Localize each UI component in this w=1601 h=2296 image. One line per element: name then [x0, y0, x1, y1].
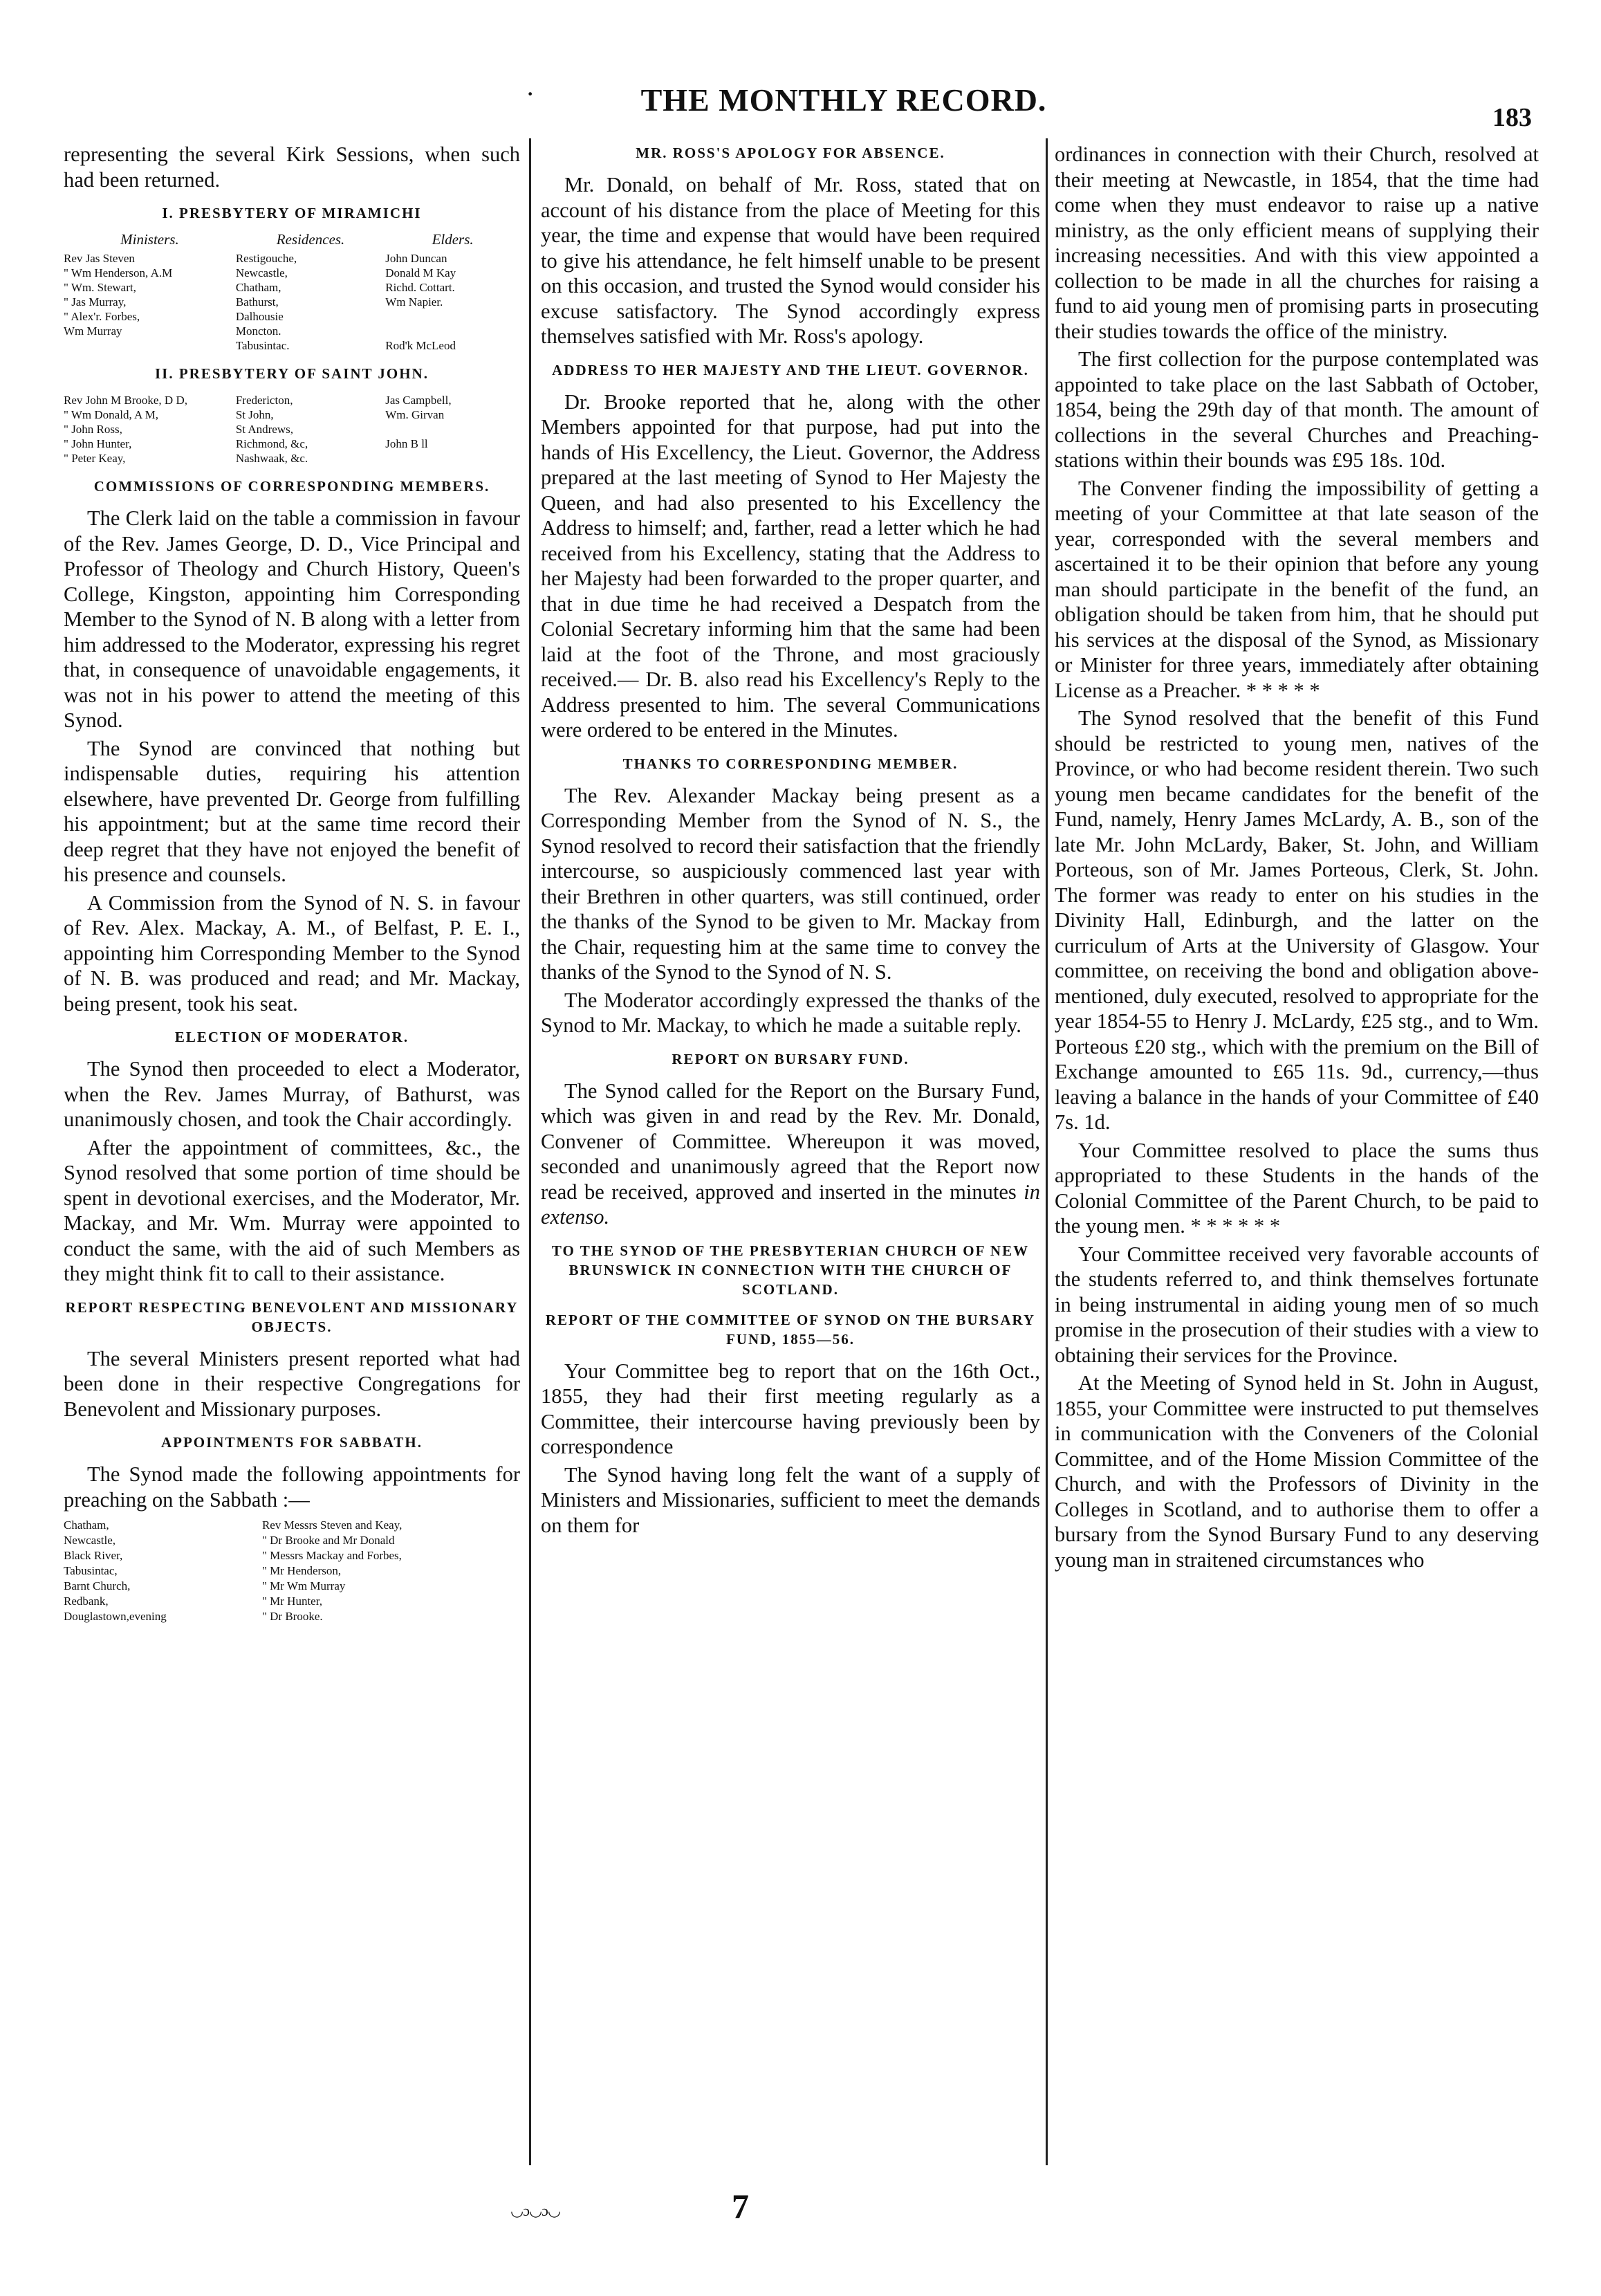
- elder: John Duncan: [385, 252, 447, 265]
- paragraph: The Synod made the following appointments for preaching on the Sabbath :—: [64, 1462, 520, 1512]
- paragraph: The Synod are convinced that nothing but indispensable duties, requiring his attention elsewhere, have prevented Dr. George from fulfilling his appointment; but at the same time record their deep regret that they have not enjoyed the benefit of his presence and counsels.: [64, 736, 520, 886]
- text: The Synod called for the Report on the Bursary Fund, which was given in and read by the Rev. Mr. Donald, Convener of Committee. Whereupon it was moved, seconded and unanimously agreed that the Report now read be received, approved and inserted in the minutes: [541, 1078, 1040, 1204]
- paragraph: The Rev. Alexander Mackay being present as a Corresponding Member from the Synod of N. S., the Synod resolved to record their satisfaction that the friendly intercourse, so auspiciously commenced last year with their Brethren in other quarters, was still continued, order the thanks of the Synod to be given to Mr. Mackay from the Chair, requesting him at the same time to convey the thanks of the Synod to the Synod of N. S.: [541, 783, 1040, 984]
- paragraph: The Synod resolved that the benefit of this Fund should be restricted to young men, natives of the Province, or who had become resident therein. Two such young men became candidates for the benefit of the Fund, namely, Henry James McLardy, A. B., son of the late Mr. John McLardy, Baker, St. John, and William Porteous, son of Mr. James Porteous, Clerk, St. John. The former was ready to enter on his studies in the Divinity Hall, Edinburgh, and the latter on the curriculum of Arts at the University of Glasgow. Your committee, on receiving the bond and obligation above-mentioned, duly executed, resolved to appropriate for the year 1854-55 to Henry J. McLardy, £25 stg., and to Wm. Porteous £20 stg., which with the premium on the Bill of Exchange amounted to £65 11s. 9d., currency,—thus leaving a balance in the hands of your Committee of £40 7s. 1d.: [1055, 706, 1539, 1134]
- residence: Moncton.: [235, 324, 281, 338]
- paragraph: At the Meeting of Synod held in St. John in August, 1855, your Committee were instructed to put themselves in communication with the Conveners of the Colonial Committee, and of the Home Mission Committee of the Church, and with the Professors of Divinity in the Colleges in Scotland, and to authorise them to offer a bursary from the Synod Bursary Fund to any deserving young man in straitened circumstances who: [1055, 1371, 1539, 1572]
- heading-bursary: REPORT ON BURSARY FUND.: [672, 1050, 909, 1067]
- minister: Rev Jas Steven: [64, 252, 135, 265]
- column-rule-left: [529, 138, 531, 2165]
- heading-ross-apology: MR. ROSS'S APOLOGY FOR ABSENCE.: [636, 145, 945, 161]
- signature-number: 7: [732, 2187, 749, 2225]
- heading-thanks: THANKS TO CORRESPONDING MEMBER.: [622, 755, 959, 772]
- preacher: " Mr Wm Murray: [261, 1579, 346, 1592]
- page-title: THE MONTHLY RECORD.: [640, 82, 1047, 118]
- elder: [385, 324, 520, 338]
- preacher: " Mr Hunter,: [261, 1595, 322, 1608]
- header-dot: ·: [526, 78, 535, 109]
- paragraph: The Synod having long felt the want of a supply of Ministers and Missionaries, sufficient to meet the demands on them for: [541, 1462, 1040, 1537]
- residence: St Andrews,: [235, 423, 293, 436]
- heading-to-synod: TO THE SYNOD OF THE PRESBYTERIAN CHURCH OF NEW BRUNSWICK IN CONNECTION WITH THE CHURCH OF SCOTLAND.: [551, 1242, 1030, 1298]
- heading-benevolent: REPORT RESPECTING BENEVOLENT AND MISSIONARY OBJECTS.: [65, 1298, 519, 1335]
- residence: Bathurst,: [235, 295, 279, 309]
- place: Tabusintac,: [64, 1564, 118, 1577]
- th-residences: Residences.: [276, 232, 345, 247]
- column-left: [64, 142, 520, 2172]
- heading-election: ELECTION OF MODERATOR.: [174, 1029, 409, 1045]
- preacher: " Dr Brooke.: [261, 1610, 323, 1623]
- preacher: " Messrs Mackay and Forbes,: [261, 1549, 402, 1562]
- paragraph: Your Committee beg to report that on the 16th Oct., 1855, they had their first meeting regularly as a Committee, their intercourse having previously been by correspondence: [541, 1359, 1040, 1458]
- residence: Fredericton,: [235, 394, 293, 407]
- elder: [385, 422, 520, 437]
- paragraph: The Moderator accordingly expressed the thanks of the Synod to Mr. Mackay, to which he made a suitable reply.: [541, 988, 1040, 1037]
- residence: Dalhousie: [235, 310, 284, 323]
- elder: Jas Campbell,: [385, 394, 452, 407]
- paragraph: ordinances in connection with their Church, resolved at their meeting at Newcastle, in 1854, that the time had come when they must endeavor to raise up a native ministry, as the only efficient means of supplying their increasing necessities. And with this view appointed a collection to be made in all the churches for raising a fund to aid young men of promising parts in prosecuting their studies towards the office of the ministry.: [1055, 143, 1539, 343]
- paragraph: The Clerk laid on the table a commission in favour of the Rev. James George, D. D., Vice Principal and Professor of Theology and Church History, Queen's College, Kingston, appointing him Corresponding Member to the Synod of N. B along with a letter from him addressed to the Moderator, expressing his regret that, in consequence of unavoidable engagements, it was not in his power to attend the meeting of this Synod.: [64, 506, 520, 732]
- column-middle: [541, 142, 1040, 2172]
- elder: John B ll: [385, 437, 428, 450]
- place: Redbank,: [64, 1595, 109, 1608]
- paragraph: The Convener finding the impossibility of getting a meeting of your Committee at that late season of the year, corresponded with the several members and ascertained it to be their opinion that before any young man should participate in the benefit of the fund, an obligation should be taken from him, that he should put his services at the disposal of the Synod, as Missionary or Minister for three years, immediately after obtaining License as a Preacher. * * * * *: [1055, 476, 1539, 702]
- elder: [385, 309, 520, 324]
- printer-mark: ◡ɔ◡ɔ◡: [510, 2202, 561, 2219]
- minister: " Alex'r. Forbes,: [64, 310, 140, 323]
- table-saint-john: [64, 393, 520, 466]
- residence: Richmond, &c,: [235, 437, 308, 450]
- paragraph: The first collection for the purpose contemplated was appointed to take place on the last Sabbath of October, 1854, being the 29th day of that month. The amount of collections in the several Churches and Preaching-stations within their bounds was £95 18s. 10d.: [1055, 347, 1539, 472]
- th-ministers: Ministers.: [120, 232, 179, 247]
- paragraph: Your Committee resolved to place the sums thus appropriated to these Students in the hands of the Colonial Committee of the Parent Church, to be paid to the young men. * * * * * *: [1055, 1138, 1539, 1238]
- minister: " Peter Keay,: [64, 452, 126, 465]
- heading-committee-report: REPORT OF THE COMMITTEE OF SYNOD ON THE BURSARY FUND, 1855—56.: [545, 1311, 1036, 1348]
- paragraph: Your Committee received very favorable accounts of the students referred to, and think themselves fortunate in being instrumental in aiding young men of so much promise in the prosecution of their studies with a view to obtaining their services for the Province.: [1055, 1242, 1539, 1367]
- heading-miramichi: I. PRESBYTERY OF MIRAMICHI: [162, 205, 422, 221]
- elder: Donald M Kay: [385, 266, 456, 279]
- heading-commissions: COMMISSIONS OF CORRESPONDING MEMBERS.: [93, 478, 490, 495]
- elder: Wm Napier.: [385, 295, 443, 309]
- heading-appointments: APPOINTMENTS FOR SABBATH.: [160, 1434, 423, 1451]
- elder: [385, 451, 520, 466]
- minister: Wm Murray: [64, 324, 122, 338]
- place: Newcastle,: [64, 1534, 116, 1547]
- place: Douglastown,evening: [64, 1610, 167, 1623]
- minister: " John Hunter,: [64, 437, 132, 450]
- table-miramichi: [64, 232, 520, 353]
- text-italic: in extenso.: [541, 1179, 1040, 1229]
- heading-saint-john: II. PRESBYTERY OF SAINT JOHN.: [154, 365, 429, 382]
- place: Barnt Church,: [64, 1579, 131, 1592]
- elder: Rod'k McLeod: [385, 339, 456, 352]
- heading-address: ADDRESS TO HER MAJESTY AND THE LIEUT. GOVERNOR.: [552, 361, 1029, 378]
- preacher: Rev Messrs Steven and Keay,: [261, 1518, 402, 1532]
- column-rule-right: [1046, 138, 1048, 2165]
- paragraph-intro: representing the several Kirk Sessions, when such had been returned.: [64, 143, 520, 192]
- paragraph: Mr. Donald, on behalf of Mr. Ross, stated that on account of his distance from the place of Meeting for this year, the time and expense that would have been required to give his attendance, he felt himself unable to be present on this occasion, and trusted the Synod would consider his excuse satisfactory. The Synod accordingly express themselves satisfied with Mr. Ross's apology.: [541, 173, 1040, 348]
- residence: St John,: [235, 408, 274, 421]
- table-appointments: [64, 1518, 520, 1624]
- residence: Newcastle,: [235, 266, 288, 279]
- paragraph: After the appointment of committees, &c., the Synod resolved that some portion of time should be spent in devotional exercises, and the Moderator, Mr. Mackay, and Mr. Wm. Murray were appointed to conduct the same, with the aid of such Members as they might think fit to call to their assistance.: [64, 1135, 520, 1285]
- page-number: 183: [1492, 103, 1532, 132]
- residence: Chatham,: [235, 281, 281, 294]
- paragraph: The several Ministers present reported what had been done in their respective Congregations for Benevolent and Missionary purposes.: [64, 1346, 520, 1421]
- residence: Restigouche,: [235, 252, 297, 265]
- minister: " Wm Henderson, A.M: [64, 266, 173, 279]
- paragraph: A Commission from the Synod of N. S. in favour of Rev. Alex. Mackay, A. M., of Belfast, P. E. I., appointing him Corresponding Member to the Synod of N. B. was produced and read; and Mr. Mackay, being present, took his seat.: [64, 890, 520, 1016]
- preacher: " Mr Henderson,: [261, 1564, 342, 1577]
- elder: Richd. Cottart.: [385, 281, 455, 294]
- minister: " Jas Murray,: [64, 295, 127, 309]
- paragraph: The Synod then proceeded to elect a Moderator, when the Rev. James Murray, of Bathurst, was unanimously chosen, and took the Chair accordingly.: [64, 1057, 520, 1131]
- preacher: " Dr Brooke and Mr Donald: [261, 1534, 395, 1547]
- residence: Nashwaak, &c.: [235, 452, 308, 465]
- minister: " Wm Donald, A M,: [64, 408, 158, 421]
- minister: " Wm. Stewart,: [64, 281, 136, 294]
- place: Black River,: [64, 1549, 123, 1562]
- column-right: [1055, 142, 1539, 2172]
- residence: Tabusintac.: [235, 339, 290, 352]
- place: Chatham,: [64, 1518, 109, 1532]
- paragraph: Dr. Brooke reported that he, along with the other Members appointed for that purpose, had put into the hands of His Excellency, the Lieut. Governor, the Address prepared at the last meeting of Synod to Her Majesty the Queen, and had also presented to his Excellency the Address to himself; and, farther, read a letter which he had received from his Excellency, stating that the Address to her Majesty had been forwarded to the proper quarter, and that in due time he had received a Despatch from the Colonial Secretary informing him that the same had been laid at the foot of the Throne, and most graciously received.— Dr. B. also read his Excellency's Reply to the Address presented to him. The several Communications were ordered to be entered in the Minutes.: [541, 389, 1040, 742]
- th-elders: Elders.: [432, 232, 474, 247]
- elder: Wm. Girvan: [385, 408, 445, 421]
- minister: " John Ross,: [64, 423, 122, 436]
- minister: Rev John M Brooke, D D,: [64, 394, 187, 407]
- paragraph: [541, 1078, 1040, 1230]
